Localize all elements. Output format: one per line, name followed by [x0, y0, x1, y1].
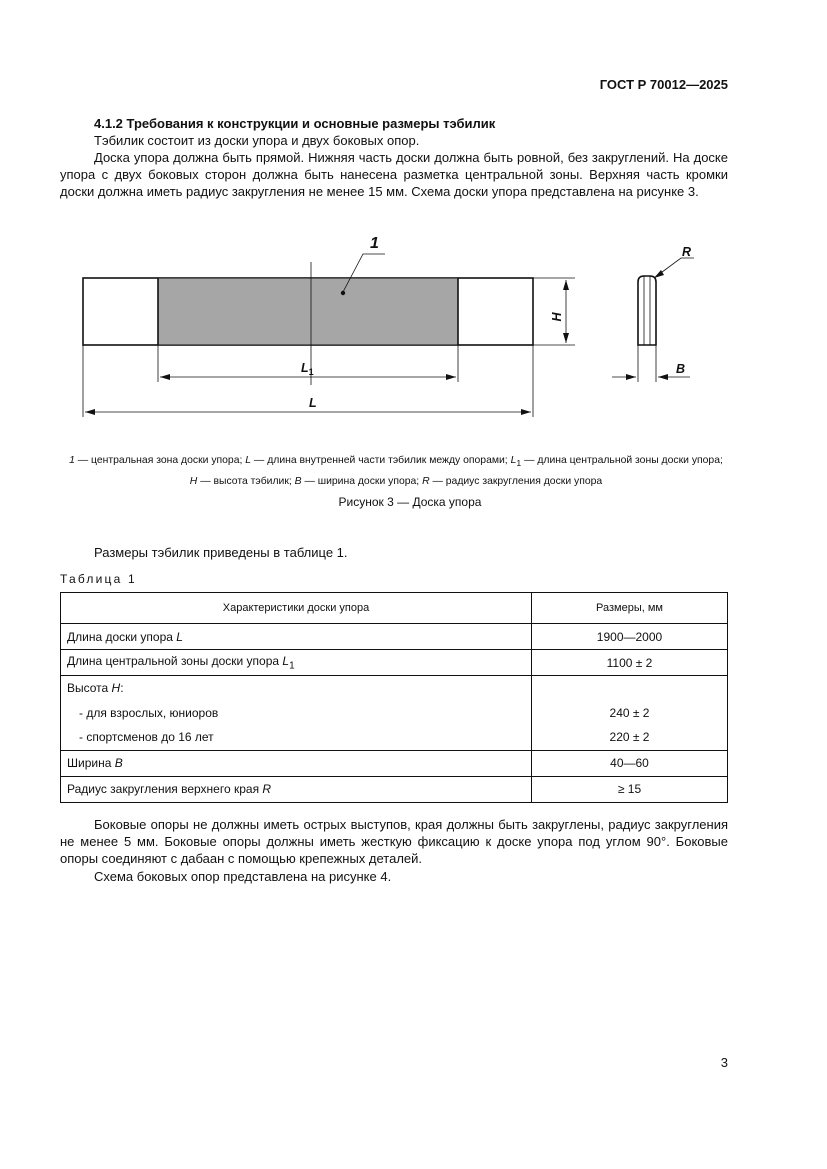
figure-caption: Рисунок 3 — Доска упора: [338, 495, 482, 509]
board-profile: [638, 276, 656, 345]
dimensions-table: [60, 592, 728, 803]
paragraph-1: Тэбилик состоит из доски упора и двух боковых опор.: [94, 133, 420, 148]
paragraph-2: Доска упора должна быть прямой. Нижняя часть доски должна быть ровной, без закруглений. На доске упора с двух боковых сторон должна быть нанесена разметка центральной зоны. Верхняя часть кромки доски должна иметь радиус закругления не менее 15 мм. Схема доски упора представлена на рисунке 3.: [60, 150, 728, 200]
page-number: 3: [720, 1055, 728, 1070]
closing-paragraph-1: Боковые опоры не должны иметь острых выступов, края должны быть закруглены, радиус закругления не менее 5 мм. Боковые опоры должны иметь жесткую фиксацию к доске упора под углом 90°. Боковые опоры соединяют с дабаан с помощью крепежных деталей.: [60, 817, 728, 867]
table-label: Таблица 1: [60, 572, 137, 586]
arrowhead-H-bottom: [563, 333, 569, 343]
central-zone: [158, 278, 458, 345]
table-header-size: Размеры, мм: [532, 593, 728, 624]
label-zone-1: 1: [370, 236, 379, 252]
table-row: Ширина B 40—60: [61, 750, 728, 776]
figure-3-board-diagram: [60, 236, 740, 436]
label-L: L: [309, 396, 317, 410]
table-row: Радиус закругления верхнего края R ≥ 15: [61, 776, 728, 802]
table-header-row: [61, 593, 728, 624]
section-heading: [94, 116, 495, 131]
figure-legend: 1 — центральная зона доски упора; L — длина внутренней части тэбилик между опорами; $L_1$ — длина центральной зоны доски упора; H — высота тэбилик; B — ширина доски упора; R — радиус закругления доски упора: [69, 455, 723, 487]
section-title: Требования к конструкции и основные размеры тэбилик: [126, 116, 496, 131]
table-row: Длина центральной зоны доски упора $L_1$ 1100 ± 2: [61, 650, 728, 676]
label-H: H: [550, 312, 564, 322]
arrowhead-H-top: [563, 280, 569, 290]
table-row: Длина доски упора L 1900—2000: [61, 624, 728, 650]
table-row-height: Высота H: - для взрослых, юниоров - спортсменов до 16 лет 240 ± 2 220 ± 2: [61, 676, 728, 751]
table-header-characteristic: Характеристики доски упора: [61, 593, 532, 624]
label-L1: $L_1$: [301, 361, 314, 377]
section-number: 4.1.2: [94, 116, 123, 131]
closing-paragraph-2: Схема боковых опор представлена на рисунке 4.: [94, 869, 392, 884]
label-R: R: [682, 245, 692, 259]
document-code: ГОСТ Р 70012—2025: [599, 77, 728, 92]
table-intro: Размеры тэбилик приведены в таблице 1.: [94, 545, 348, 560]
label-B: B: [676, 362, 686, 376]
